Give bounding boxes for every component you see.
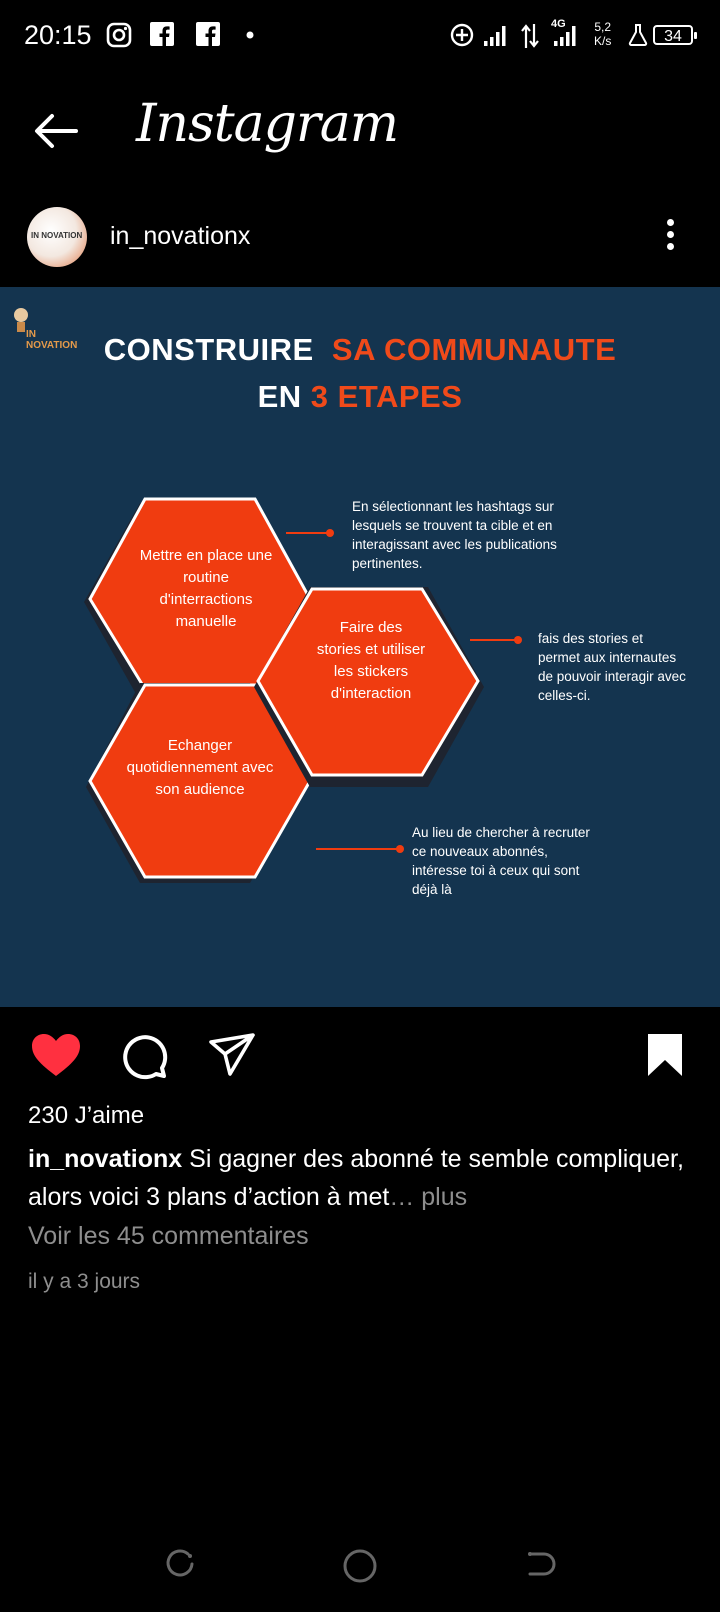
comment-icon[interactable] [120, 1032, 168, 1080]
caption-more-link[interactable]: plus [421, 1183, 468, 1211]
dot-icon [246, 31, 254, 39]
note-3: Au lieu de chercher à recruter ce nouveaux abonnés, intéresse toi à ceux qui sont déjà là [412, 825, 590, 897]
post-timestamp: il y a 3 jours [28, 1270, 141, 1293]
status-bar [0, 0, 720, 72]
avatar[interactable] [27, 207, 87, 267]
more-options-icon[interactable] [660, 216, 680, 256]
brand-logo: IN NOVATION [10, 305, 32, 341]
hexagon-3-text: Echanger quotidiennement avec son audience [126, 737, 274, 798]
app-title: Instagram [136, 94, 399, 154]
post-caption [28, 1140, 698, 1216]
back-arrow-icon[interactable] [30, 105, 82, 157]
data-saver-icon [450, 23, 474, 47]
home-icon[interactable] [342, 1548, 378, 1584]
caption-username[interactable]: in_novationx [28, 1145, 183, 1173]
bookmark-icon[interactable] [646, 1032, 684, 1078]
signal-4g-icon [552, 26, 580, 46]
post-header [0, 200, 720, 280]
heart-icon[interactable] [30, 1032, 82, 1078]
image-title-line2: EN 3 ETAPES [257, 379, 463, 414]
note-1: En sélectionnant les hashtags sur lesquels se trouvent ta cible et en interagissant avec les publications pertinentes. [352, 499, 557, 571]
note-2: fais des stories et permet aux internautes de pouvoir interagir avec celles-ci. [538, 631, 686, 703]
recent-apps-icon[interactable] [164, 1548, 196, 1580]
hexagon-2-text: Faire des stories et utiliser les stickers d'interaction [316, 619, 426, 702]
post-username[interactable]: in_novationx [110, 222, 251, 250]
status-time: 20:15 [24, 20, 92, 50]
hexagon-1-text: Mettre en place une routine d'interractions manuelle [139, 547, 273, 630]
caption-text: Si gagner des abonné te semble compliquer, alors voici 3 plans d’action à met [28, 1145, 684, 1211]
instagram-icon [106, 22, 132, 48]
likes-count[interactable]: 230 J’aime [28, 1102, 145, 1129]
facebook-icon [150, 22, 174, 46]
avatar-logo-text: IN NOVATION [31, 231, 83, 240]
post-image[interactable] [0, 287, 720, 1007]
back-nav-icon[interactable] [524, 1548, 556, 1580]
post-actions [0, 1020, 720, 1090]
network-type: 4G [551, 18, 566, 30]
facebook-icon [196, 22, 220, 46]
data-arrows-icon [521, 24, 539, 48]
signal-icon [484, 24, 510, 46]
view-comments-link[interactable]: Voir les 45 commentaires [28, 1222, 309, 1250]
flask-icon [628, 24, 648, 46]
battery-icon: 34 [653, 25, 693, 45]
caption-ellipsis: … [389, 1183, 415, 1211]
share-icon[interactable] [208, 1032, 256, 1078]
image-title-line1: CONSTRUIRE SA COMMUNAUTE [103, 332, 617, 367]
system-navbar [0, 1540, 720, 1600]
net-speed: 5,2 K/s [594, 20, 612, 48]
app-header [0, 80, 720, 180]
